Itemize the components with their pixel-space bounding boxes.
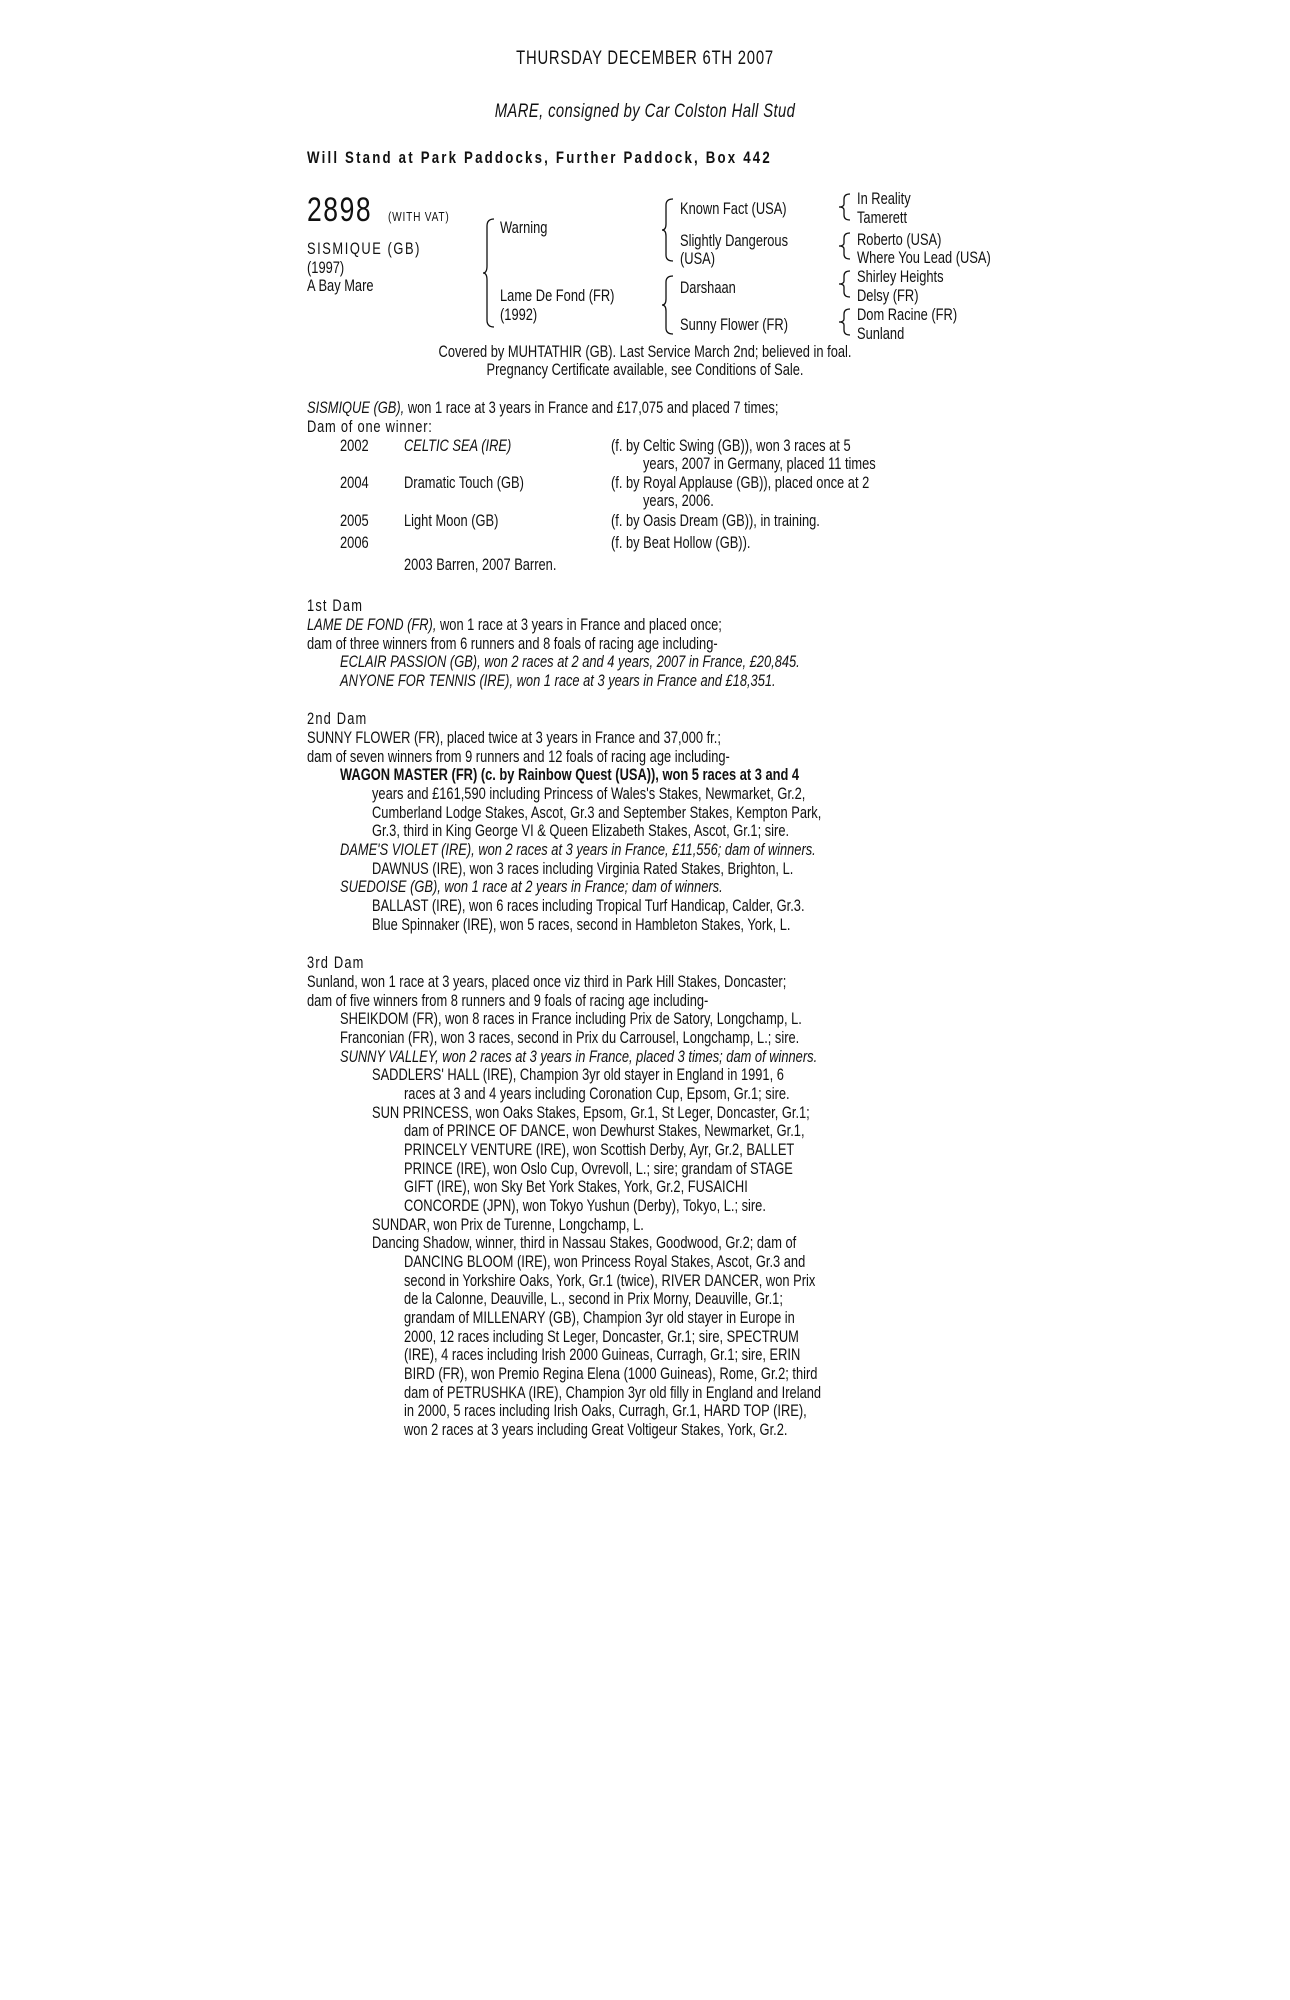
produce-detail: (f. by Royal Applause (GB)), placed once at 2 — [611, 474, 870, 492]
pedigree-bracket-gs3 — [838, 270, 852, 298]
third-dam-line: Franconian (FR), won 3 races, second in Prix du Carrousel, Longchamp, L.; sire. — [340, 1029, 800, 1047]
pedigree-ggs6: Delsy (FR) — [857, 287, 919, 305]
second-dam-line: dam of seven winners from 9 runners and 12 foals of racing age including- — [307, 748, 730, 766]
third-dam-line: SADDLERS' HALL (IRE), Champion 3yr old stayer in England in 1991, 6 — [372, 1066, 784, 1084]
second-dam-line: years and £161,590 including Princess of Wales's Stakes, Newmarket, Gr.2, — [372, 785, 806, 803]
third-dam-line: dam of PETRUSHKA (IRE), Champion 3yr old filly in England and Ireland — [404, 1384, 822, 1402]
horse-name: SISMIQUE (GB) — [307, 240, 421, 258]
third-dam-heading: 3rd Dam — [307, 954, 365, 972]
first-dam-heading: 1st Dam — [307, 597, 364, 615]
third-dam-line: dam of five winners from 8 runners and 9 foals of racing age including- — [307, 992, 709, 1010]
third-dam-line: second in Yorkshire Oaks, York, Gr.1 (twice), RIVER DANCER, won Prix — [404, 1272, 816, 1290]
first-dam-winner: ANYONE FOR TENNIS (IRE), won 1 race at 3 years in France and £18,351. — [340, 672, 776, 690]
pedigree-gs2-country: (USA) — [680, 250, 716, 268]
third-dam-line: PRINCE (IRE), won Oslo Cup, Ovrevoll, L.; sire; grandam of STAGE — [404, 1160, 793, 1178]
second-dam-line: Gr.3, third in King George VI & Queen Elizabeth Stakes, Ascot, Gr.1; sire. — [372, 822, 790, 840]
third-dam-line: BIRD (FR), won Premio Regina Elena (1000 Guineas), Rome, Gr.2; third — [404, 1365, 818, 1383]
first-dam-produce: dam of three winners from 6 runners and 8 foals of racing age including- — [307, 635, 718, 653]
pedigree-ggs3: Roberto (USA) — [857, 231, 942, 249]
produce-name: Light Moon (GB) — [404, 512, 499, 530]
produce-year: 2002 — [340, 437, 369, 455]
produce-name: Dramatic Touch (GB) — [404, 474, 524, 492]
third-dam-line: (IRE), 4 races including Irish 2000 Guineas, Curragh, Gr.1; sire, ERIN — [404, 1346, 801, 1364]
produce-detail-cont: years, 2006. — [643, 492, 714, 510]
pedigree-ggs5: Shirley Heights — [857, 268, 944, 286]
pedigree-bracket-dam — [661, 275, 675, 335]
pedigree-ggs8: Sunland — [857, 325, 905, 343]
third-dam-line: won 2 races at 3 years including Great Voltigeur Stakes, York, Gr.2. — [404, 1421, 788, 1439]
produce-detail-cont: years, 2007 in Germany, placed 11 times — [643, 455, 876, 473]
first-dam-name: LAME DE FOND (FR), — [307, 616, 437, 634]
second-dam-line: SUEDOISE (GB), won 1 race at 2 years in France; dam of winners. — [340, 878, 723, 896]
third-dam-line: SUNDAR, won Prix de Turenne, Longchamp, L. — [372, 1216, 644, 1234]
third-dam-line: races at 3 and 4 years including Coronation Cup, Epsom, Gr.1; sire. — [404, 1085, 790, 1103]
pedigree-bracket-main — [482, 218, 496, 328]
pedigree-ggs4: Where You Lead (USA) — [857, 249, 991, 267]
consignor-line: MARE, consigned by Car Colston Hall Stud — [494, 101, 796, 122]
produce-detail: (f. by Beat Hollow (GB)). — [611, 534, 751, 552]
dam-of-label: Dam of one winner: — [307, 418, 433, 436]
mare-summary — [307, 399, 778, 418]
third-dam-line: Sunland, won 1 race at 3 years, placed once viz third in Park Hill Stakes, Doncaster; — [307, 973, 787, 991]
third-dam-line: Dancing Shadow, winner, third in Nassau Stakes, Goodwood, Gr.2; dam of — [372, 1234, 797, 1252]
produce-year: 2005 — [340, 512, 369, 530]
third-dam-line: SHEIKDOM (FR), won 8 races in France including Prix de Satory, Longchamp, L. — [340, 1010, 802, 1028]
second-dam-line: SUNNY FLOWER (FR), placed twice at 3 years in France and 37,000 fr.; — [307, 729, 721, 747]
covered-line-1: Covered by MUHTATHIR (GB). Last Service March 2nd; believed in foal. — [438, 343, 852, 361]
produce-detail: (f. by Celtic Swing (GB)), won 3 races at 5 — [611, 437, 851, 455]
pedigree-ggs1: In Reality — [857, 190, 911, 208]
pedigree-dam-year: (1992) — [500, 306, 538, 324]
pedigree-dam: Lame De Fond (FR) — [500, 287, 615, 305]
third-dam-line: GIFT (IRE), won Sky Bet York Stakes, York, Gr.2, FUSAICHI — [404, 1178, 748, 1196]
third-dam-line: de la Calonne, Deauville, L., second in Prix Morny, Deauville, Gr.1; — [404, 1290, 783, 1308]
pedigree-gs4: Sunny Flower (FR) — [680, 316, 788, 334]
third-dam-line: CONCORDE (JPN), won Tokyo Yushun (Derby), Tokyo, L.; sire. — [404, 1197, 766, 1215]
first-dam-summary — [307, 616, 722, 635]
third-dam-line: 2000, 12 races including St Leger, Doncaster, Gr.1; sire, SPECTRUM — [404, 1328, 799, 1346]
pedigree-sire: Warning — [500, 219, 548, 237]
first-dam-text: won 1 race at 3 years in France and placed once; — [436, 616, 722, 634]
third-dam-line: SUNNY VALLEY, won 2 races at 3 years in France, placed 3 times; dam of winners. — [340, 1048, 818, 1066]
pedigree-bracket-gs2 — [838, 232, 852, 260]
pedigree-bracket-sire — [661, 198, 675, 262]
produce-year: 2006 — [340, 534, 369, 552]
produce-year: 2004 — [340, 474, 369, 492]
lot-number: 2898 — [307, 191, 373, 229]
first-dam-winner: ECLAIR PASSION (GB), won 2 races at 2 and 4 years, 2007 in France, £20,845. — [340, 653, 800, 671]
horse-description: A Bay Mare — [307, 277, 374, 295]
third-dam-line: DANCING BLOOM (IRE), won Princess Royal Stakes, Ascot, Gr.3 and — [404, 1253, 806, 1271]
pedigree-ggs2: Tamerett — [857, 209, 908, 227]
mare-summary-name: SISMIQUE (GB), — [307, 399, 405, 417]
pedigree-gs1: Known Fact (USA) — [680, 200, 787, 218]
produce-detail: (f. by Oasis Dream (GB)), in training. — [611, 512, 820, 530]
second-dam-heading: 2nd Dam — [307, 710, 368, 728]
second-dam-line: DAWNUS (IRE), won 3 races including Virginia Rated Stakes, Brighton, L. — [372, 860, 794, 878]
third-dam-line: in 2000, 5 races including Irish Oaks, Curragh, Gr.1, HARD TOP (IRE), — [404, 1402, 807, 1420]
third-dam-line: dam of PRINCE OF DANCE, won Dewhurst Stakes, Newmarket, Gr.1, — [404, 1122, 805, 1140]
second-dam-line: DAME'S VIOLET (IRE), won 2 races at 3 years in France, £11,556; dam of winners. — [340, 841, 816, 859]
horse-year: (1997) — [307, 259, 345, 277]
second-dam-line: Blue Spinnaker (IRE), won 5 races, second in Hambleton Stakes, York, L. — [372, 916, 791, 934]
third-dam-line: SUN PRINCESS, won Oaks Stakes, Epsom, Gr.1, St Leger, Doncaster, Gr.1; — [372, 1104, 810, 1122]
barren-years: 2003 Barren, 2007 Barren. — [404, 556, 557, 574]
produce-name: CELTIC SEA (IRE) — [404, 437, 512, 455]
stand-location: Will Stand at Park Paddocks, Further Paddock, Box 442 — [307, 148, 772, 167]
pedigree-gs3: Darshaan — [680, 279, 736, 297]
third-dam-line: grandam of MILLENARY (GB), Champion 3yr old stayer in Europe in — [404, 1309, 795, 1327]
pedigree-gs2: Slightly Dangerous — [680, 232, 789, 250]
pedigree-bracket-gs1 — [838, 193, 852, 221]
third-dam-line: PRINCELY VENTURE (IRE), won Scottish Derby, Ayr, Gr.2, BALLET — [404, 1141, 795, 1159]
second-dam-line: Cumberland Lodge Stakes, Ascot, Gr.3 and September Stakes, Kempton Park, — [372, 804, 822, 822]
covered-line-2: Pregnancy Certificate available, see Conditions of Sale. — [486, 361, 804, 379]
vat-note: (WITH VAT) — [388, 209, 450, 224]
mare-summary-text: won 1 race at 3 years in France and £17,075 and placed 7 times; — [404, 399, 779, 417]
second-dam-line: WAGON MASTER (FR) (c. by Rainbow Quest (USA)), won 5 races at 3 and 4 — [340, 766, 800, 784]
pedigree-ggs7: Dom Racine (FR) — [857, 306, 958, 324]
pedigree-bracket-gs4 — [838, 308, 852, 336]
second-dam-line: BALLAST (IRE), won 6 races including Tropical Turf Handicap, Calder, Gr.3. — [372, 897, 805, 915]
sale-date: THURSDAY DECEMBER 6TH 2007 — [516, 48, 774, 69]
